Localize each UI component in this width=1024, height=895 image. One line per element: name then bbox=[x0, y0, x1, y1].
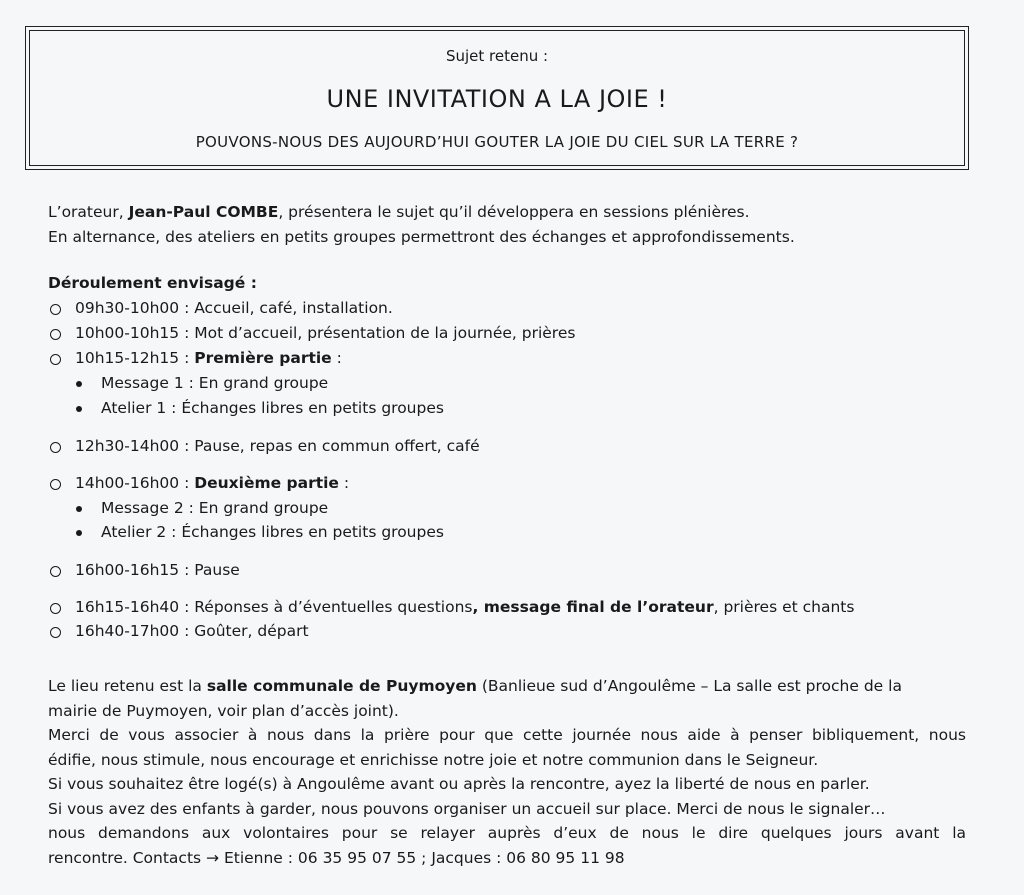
program-item bbox=[48, 436, 480, 456]
program-subitem-text: Atelier 1 : Échanges libres en petits groupes bbox=[101, 399, 444, 417]
bullet-dot-icon bbox=[76, 530, 82, 536]
program-text: Mot d’accueil, présentation de la journée, prières bbox=[194, 324, 576, 342]
bullet-circle-icon bbox=[50, 603, 61, 614]
program-text: , prières et chants bbox=[713, 598, 855, 616]
program-heading-text: Déroulement envisagé : bbox=[48, 274, 257, 292]
intro-text: L’orateur, bbox=[48, 203, 129, 221]
program-item bbox=[48, 473, 349, 493]
program-item bbox=[48, 597, 854, 617]
program-item bbox=[48, 621, 309, 641]
bullet-circle-icon bbox=[50, 442, 61, 453]
program-item bbox=[48, 560, 240, 580]
intro-line-2: En alternance, des ateliers en petits groupes permettront des échanges et approfondissements. bbox=[48, 228, 795, 246]
program-subitem bbox=[76, 373, 328, 393]
program-subitem-text: Message 2 : En grand groupe bbox=[101, 499, 329, 517]
program-text: Goûter, départ bbox=[194, 622, 309, 640]
program-subitem-text: Message 1 : En grand groupe bbox=[101, 374, 329, 392]
program-text: : bbox=[331, 349, 342, 367]
program-heading bbox=[48, 273, 257, 293]
venue-line-7: nous demandons aux volontaires pour se relayer auprès d’eux de nous le dire quelques jours avant la bbox=[48, 824, 966, 842]
program-time: 16h40-17h00 bbox=[75, 622, 180, 640]
kicker-text: Sujet retenu : bbox=[445, 47, 549, 65]
speaker-name: Jean-Paul COMBE bbox=[128, 203, 279, 221]
venue-line-6: Si vous avez des enfants à garder, nous pouvons organiser un accueil sur place. Merci de nous le signaler… bbox=[48, 800, 886, 818]
program-time: 10h15-12h15 bbox=[75, 349, 180, 367]
venue-place: salle communale de Puymoyen bbox=[206, 677, 477, 695]
program-subitem bbox=[76, 522, 444, 542]
program-text: Accueil, café, installation. bbox=[194, 299, 393, 317]
title-box bbox=[25, 26, 969, 170]
intro-line-1 bbox=[48, 202, 750, 222]
program-time: 16h00-16h15 bbox=[75, 561, 180, 579]
program-separator: : bbox=[179, 437, 195, 455]
program-subitem bbox=[76, 498, 328, 518]
program-separator: : bbox=[179, 622, 195, 640]
venue-line-8: rencontre. Contacts → Etienne : 06 35 95 07 55 ; Jacques : 06 80 95 11 98 bbox=[48, 849, 625, 867]
page-title: UNE INVITATION A LA JOIE ! bbox=[326, 85, 668, 113]
venue-line-2: mairie de Puymoyen, voir plan d’accès joint). bbox=[48, 702, 399, 720]
program-text: : bbox=[338, 474, 350, 492]
program-part-title: Deuxième partie bbox=[194, 474, 339, 492]
program-subitem-text: Atelier 2 : Échanges libres en petits groupes bbox=[101, 523, 444, 541]
program-time: 09h30-10h00 bbox=[75, 299, 180, 317]
program-separator: : bbox=[179, 299, 195, 317]
program-item bbox=[48, 298, 393, 318]
intro-text: , présentera le sujet qu’il développera en sessions plénières. bbox=[278, 203, 750, 221]
bullet-circle-icon bbox=[50, 304, 61, 315]
program-separator: : bbox=[179, 474, 195, 492]
program-time: 14h00-16h00 bbox=[75, 474, 180, 492]
program-subitem bbox=[76, 398, 444, 418]
program-time: 16h15-16h40 bbox=[75, 598, 180, 616]
program-item bbox=[48, 348, 342, 368]
venue-line-3: Merci de vous associer à nous dans la prière pour que cette journée nous aide à penser bibliquement, nous bbox=[48, 726, 966, 744]
program-text: Pause bbox=[194, 561, 240, 579]
bullet-dot-icon bbox=[76, 406, 82, 412]
program-item bbox=[48, 323, 575, 343]
program-separator: : bbox=[179, 349, 195, 367]
program-time: 10h00-10h15 bbox=[75, 324, 180, 342]
bullet-circle-icon bbox=[50, 479, 61, 490]
program-text: Réponses à d’éventuelles questions bbox=[194, 598, 473, 616]
bullet-circle-icon bbox=[50, 566, 61, 577]
bullet-circle-icon bbox=[50, 627, 61, 638]
venue-line-5: Si vous souhaitez être logé(s) à Angoulême avant ou après la rencontre, ayez la liberté de nous en parler. bbox=[48, 775, 870, 793]
bullet-dot-icon bbox=[76, 381, 82, 387]
program-separator: : bbox=[179, 561, 195, 579]
venue-line-1 bbox=[48, 676, 902, 696]
program-time: 12h30-14h00 bbox=[75, 437, 180, 455]
program-separator: : bbox=[179, 598, 195, 616]
program-emphasis: , message final de l’orateur bbox=[472, 598, 714, 616]
venue-line-4: édifie, nous stimule, nous encourage et enrichisse notre joie et notre communion dans le Seigneur. bbox=[48, 751, 819, 769]
bullet-dot-icon bbox=[76, 506, 82, 512]
bullet-circle-icon bbox=[50, 329, 61, 340]
page-subtitle: POUVONS-NOUS DES AUJOURD’HUI GOUTER LA JOIE DU CIEL SUR LA TERRE ? bbox=[195, 133, 799, 151]
program-text: Pause, repas en commun offert, café bbox=[194, 437, 480, 455]
program-separator: : bbox=[179, 324, 195, 342]
program-part-title: Première partie bbox=[194, 349, 332, 367]
venue-text: (Banlieue sud d’Angoulême – La salle est proche de la bbox=[476, 677, 902, 695]
venue-text: Le lieu retenu est la bbox=[48, 677, 207, 695]
bullet-circle-icon bbox=[50, 354, 61, 365]
